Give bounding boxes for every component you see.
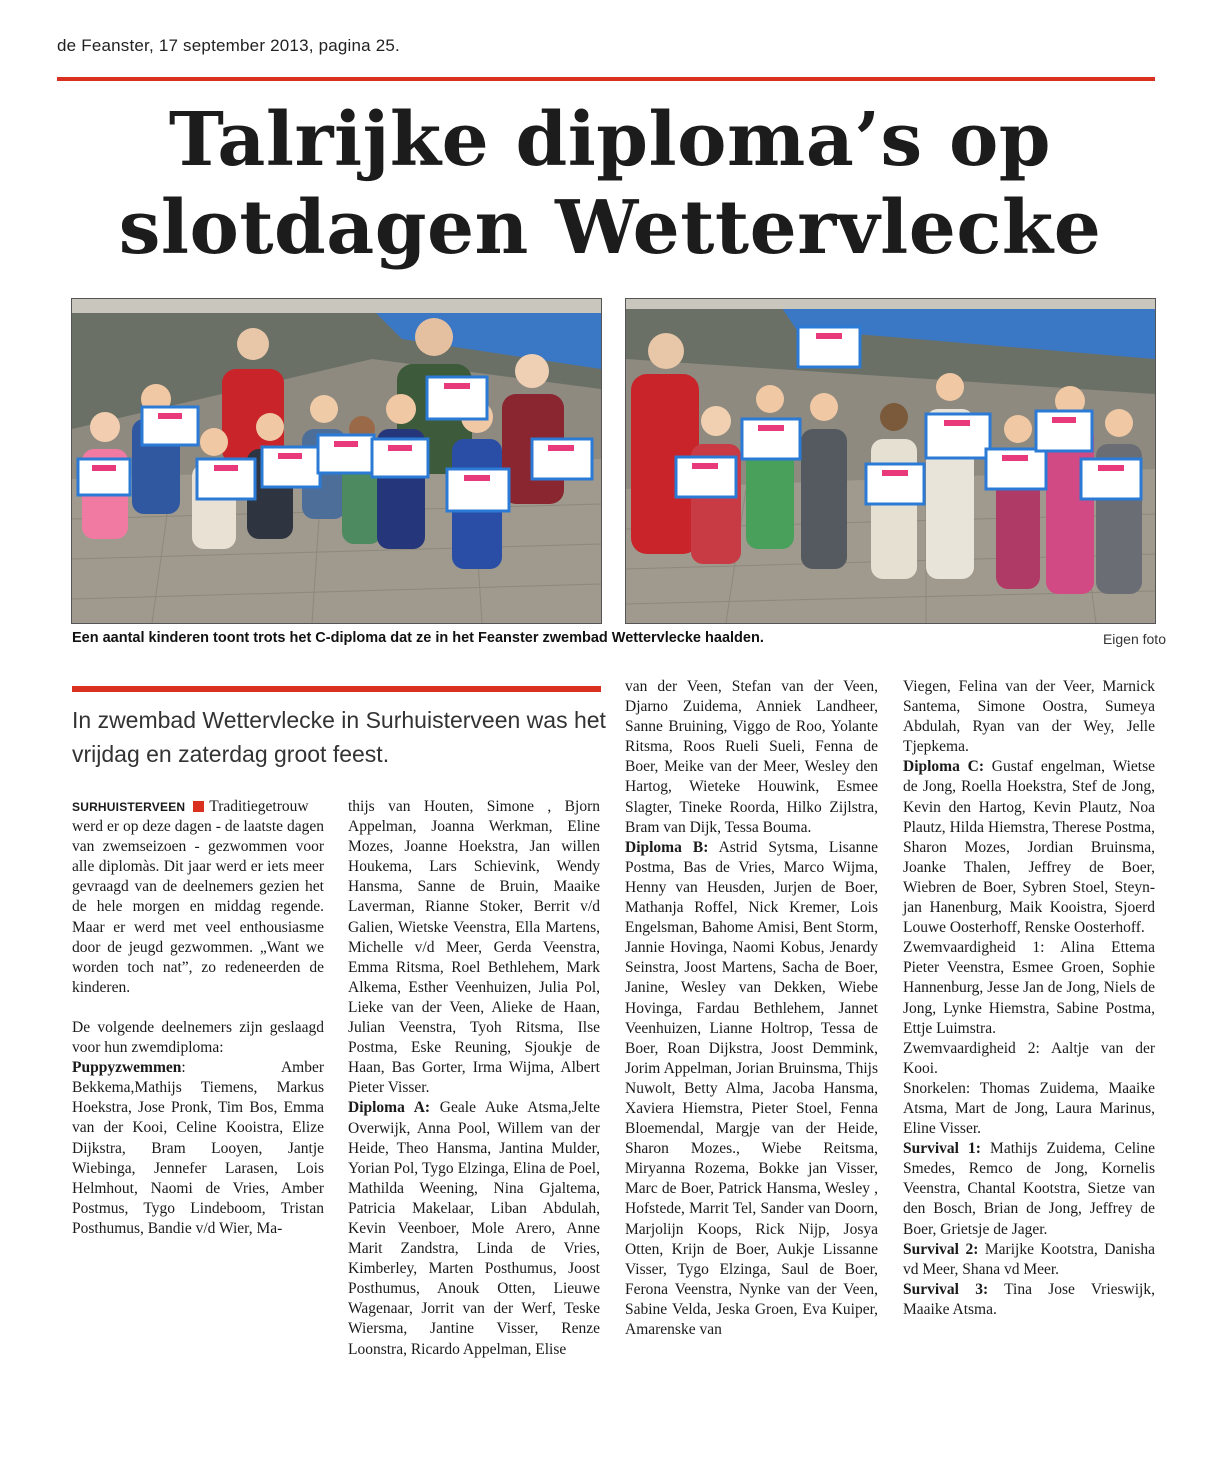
intro-text: In zwembad Wettervlecke in Surhuisterveen was het vrijdag en zaterdag groot feest. bbox=[72, 707, 606, 767]
column-3-para-2 bbox=[625, 838, 878, 1340]
diploma-b-label: Diploma B: bbox=[625, 838, 709, 856]
zwemvaardigheid-2: Zwemvaardigheid 2: Aaltje van der Kooi. bbox=[903, 1039, 1155, 1077]
diploma-a-list: Geale Auke Atsma,Jelte Overwijk, Anna Pool, Willem van der Heide, Theo Hansma, Jantina Mulder, Yorian Pol, Tygo Elzinga, Elina de Poel, Mathilda Weening, Nina Gjaltema, Patricia Makelaar, Liban Abdulah, Kevin Veenboer, Mole Arero, Anne Marit Zandstra, Linda de Vries, Kimberley, Marten Posthumus, Joost Posthumus, Anouk Otten, Lieuwe Wagenaar, Jorrit van der Werf, Teske Wiersma, Jantine Visser, Renze Loonstra, Ricardo Appelman, Elise bbox=[348, 1099, 601, 1358]
column-1-para-2: De volgende deelnemers zijn geslaagd voor hun zwemdiploma: bbox=[72, 1018, 324, 1057]
column-3-para-1: van der Veen, Stefan van der Veen, Djarno Zuidema, Anniek Landheer, Sanne Bruining, Viggo de Roo, Yolante Ritsma, Roos Rueli Sueli, Fenna de Boer, Meike van der Meer, Wesley den Hartog, Wieteke Houwink, Esmee Slagter, Tineke Roorda, Hilko Zijlstra, Bram van Dijk, Tessa Bouma. bbox=[625, 678, 878, 836]
photo-right bbox=[625, 298, 1156, 624]
column-4-para-2 bbox=[903, 757, 1155, 938]
column-3 bbox=[625, 677, 878, 1340]
diploma-c-list: Gustaf engelman, Wietse de Jong, Roella Hoekstra, Stef de Jong, Kevin den Hartog, Kevin Plautz, Noa Plautz, Hilda Hiemstra, Therese Postma, Sharon Mozes, Jordian Bruinsma, Joanke Thalen, Jeffrey de Boer, Wiebren de Boer, Sybren Stoel, Steyn-jan Hanenburg, Maik Kooistra, Sjoerd Louwe Oosterhoff, Renske Oosterhoff. bbox=[903, 758, 1155, 937]
diploma-c-label: Diploma C: bbox=[903, 758, 984, 776]
headline bbox=[60, 96, 1160, 272]
survival-2 bbox=[903, 1240, 1155, 1280]
puppy-list: : Amber Bekkema,Mathijs Tiemens, Markus Hoekstra, Jose Pronk, Tim Bos, Emma van der Kooi, Celine Kooistra, Elize Dijkstra, Bram Looyen, Jantje Wiebinga, Jennefer Larasen, Lois Helmhout, Naomi de Vries, Amber Postmus, Tygo Lindeboom, Tristan Posthumus, Bandie v/d Wier, Ma- bbox=[72, 1059, 324, 1237]
column-4 bbox=[903, 677, 1155, 1320]
survival-2-label: Survival 2: bbox=[903, 1240, 979, 1258]
column-1-para-3 bbox=[72, 1058, 324, 1239]
survival-3 bbox=[903, 1280, 1155, 1320]
intro-rule bbox=[72, 686, 601, 692]
survival-2-list: Marijke Kootstra, Danisha vd Meer, Shana vd Meer. bbox=[903, 1240, 1155, 1278]
survival-1-list: Mathijs Zuidema, Celine Smedes, Remco de Jong, Kornelis Veenstra, Chantal Kootstra, Sietze van den Bosch, Brian de Jong, Jeffrey de Boer, Grietsje de Jager. bbox=[903, 1140, 1155, 1238]
headline-line-1: Talrijke diploma’s op bbox=[168, 97, 1052, 183]
body-text: Traditiegetrouw werd er op deze dagen - de laatste dagen van zwemseizoen - gezwommen voor alle diplomàs. Dit jaar werd er iets meer gevraagd van de deelnemers gezien het de hele morgen en middag regende. Maar er werd met veel enthousiasme door de jeugd gezwommen. „Want we worden toch nat”, zo redeneerden de kinderen. bbox=[72, 798, 324, 996]
column-2-para-2 bbox=[348, 1098, 600, 1359]
diploma-b-list: Astrid Sytsma, Lisanne Postma, Bas de Vries, Marco Wijma, Henny van Heusden, Jurjen de Boer, Mathanja Roffel, Nick Kremer, Lois Engelsman, Bahome Amisi, Bent Storm, Jannie Hovinga, Naomi Kobus, Jenardy Seinstra, Joost Martens, Sacha de Boer, Janine, Wesley van Dekken, Wiebe Hovinga, Fardau Bethlehem, Jannet Veenhuizen, Lianne Holtrop, Tessa de Boer, Roan Dijkstra, Joost Demmink, Jorim Appelman, Jorian Bruinsma, Thijs Nuwolt, Betty Alma, Jacoba Hansma, Xaviera Hiemstra, Pieter Stoel, Fenna Bloemendal, Margje van der Heide, Sharon Mozes., Wiebe Reitsma, Miryanna Rozema, Bokke jan Visser, Marc de Boer, Patrick Hansma, Wesley , Hofstede, Marrit Tel, Sander van Doorn, Marjolijn Koops, Rick Nijp, Josya Otten, Krijn de Boer, Aukje Lissanne Visser, Tygo Elzinga, Saul de Boer, Ferona Veenstra, Nynke van der Veen, Sabine Velda, Jeska Groen, Eva Kuiper, Amarenske van bbox=[625, 838, 878, 1338]
photo-caption: Een aantal kinderen toont trots het C-diploma dat ze in het Feanster zwembad Wettervlecke haalden. bbox=[72, 630, 764, 646]
photo-left-image bbox=[72, 299, 601, 623]
red-square-icon bbox=[193, 801, 204, 812]
headline-line-2: slotdagen Wettervlecke bbox=[118, 185, 1102, 271]
puppy-label: Puppyzwemmen bbox=[72, 1059, 182, 1077]
survival-1 bbox=[903, 1139, 1155, 1239]
source-line: de Feanster, 17 september 2013, pagina 25. bbox=[57, 36, 400, 55]
photo-left bbox=[71, 298, 602, 624]
snorkelen: Snorkelen: Thomas Zuidema, Maaike Atsma, Mart de Jong, Laura Marinus, Eline Visser. bbox=[903, 1079, 1155, 1138]
column-4-para-1: Viegen, Felina van der Veer, Marnick Santema, Simone Oostra, Sumeya Abdulah, Ryan van der Wey, Jelle Tjepkema. bbox=[903, 678, 1155, 756]
photo-right-image bbox=[626, 299, 1155, 623]
column-1 bbox=[72, 797, 324, 1239]
column-1-para-1 bbox=[72, 797, 324, 998]
column-2-para-1: thijs van Houten, Simone , Bjorn Appelman, Joanna Werkman, Eline Mozes, Joanne Hoekstra, Jan willen Houkema, Lars Schievink, Wendy Hansma, Sanne de Bruin, Maaike Laverman, Rianne Stoker, Berrit v/d Galien, Wietske Veenstra, Ella Martens, Michelle v/d Meer, Gerda Veenstra, Emma Ritsma, Roel Bethlehem, Mark Alkema, Esther Veenhuizen, Julia Pol, Lieke van der Veen, Alieke de Haan, Julian Veenstra, Tyoh Ritsma, Ilse Postma, Eske Reuning, Sjoukje de Haan, Bas Gorter, Irma Wijma, Albert Pieter Visser. bbox=[348, 798, 600, 1097]
column-2 bbox=[348, 797, 600, 1360]
survival-3-label: Survival 3: bbox=[903, 1280, 989, 1298]
survival-1-label: Survival 1: bbox=[903, 1140, 981, 1158]
dateline: SURHUISTERVEEN bbox=[72, 800, 186, 814]
diploma-a-label: Diploma A: bbox=[348, 1099, 431, 1117]
photo-credit: Eigen foto bbox=[1102, 631, 1166, 647]
survival-3-list: Tina Jose Vrieswijk, Maaike Atsma. bbox=[903, 1280, 1155, 1318]
zwemvaardigheid-1: Zwemvaardigheid 1: Alina Ettema Pieter Veenstra, Esmee Groen, Sophie Hannenburg, Jesse Jan de Jong, Niels de Jong, Lynke Hiemstra, Sabine Postma, Ettje Luimstra. bbox=[903, 939, 1155, 1037]
top-rule bbox=[57, 77, 1155, 81]
